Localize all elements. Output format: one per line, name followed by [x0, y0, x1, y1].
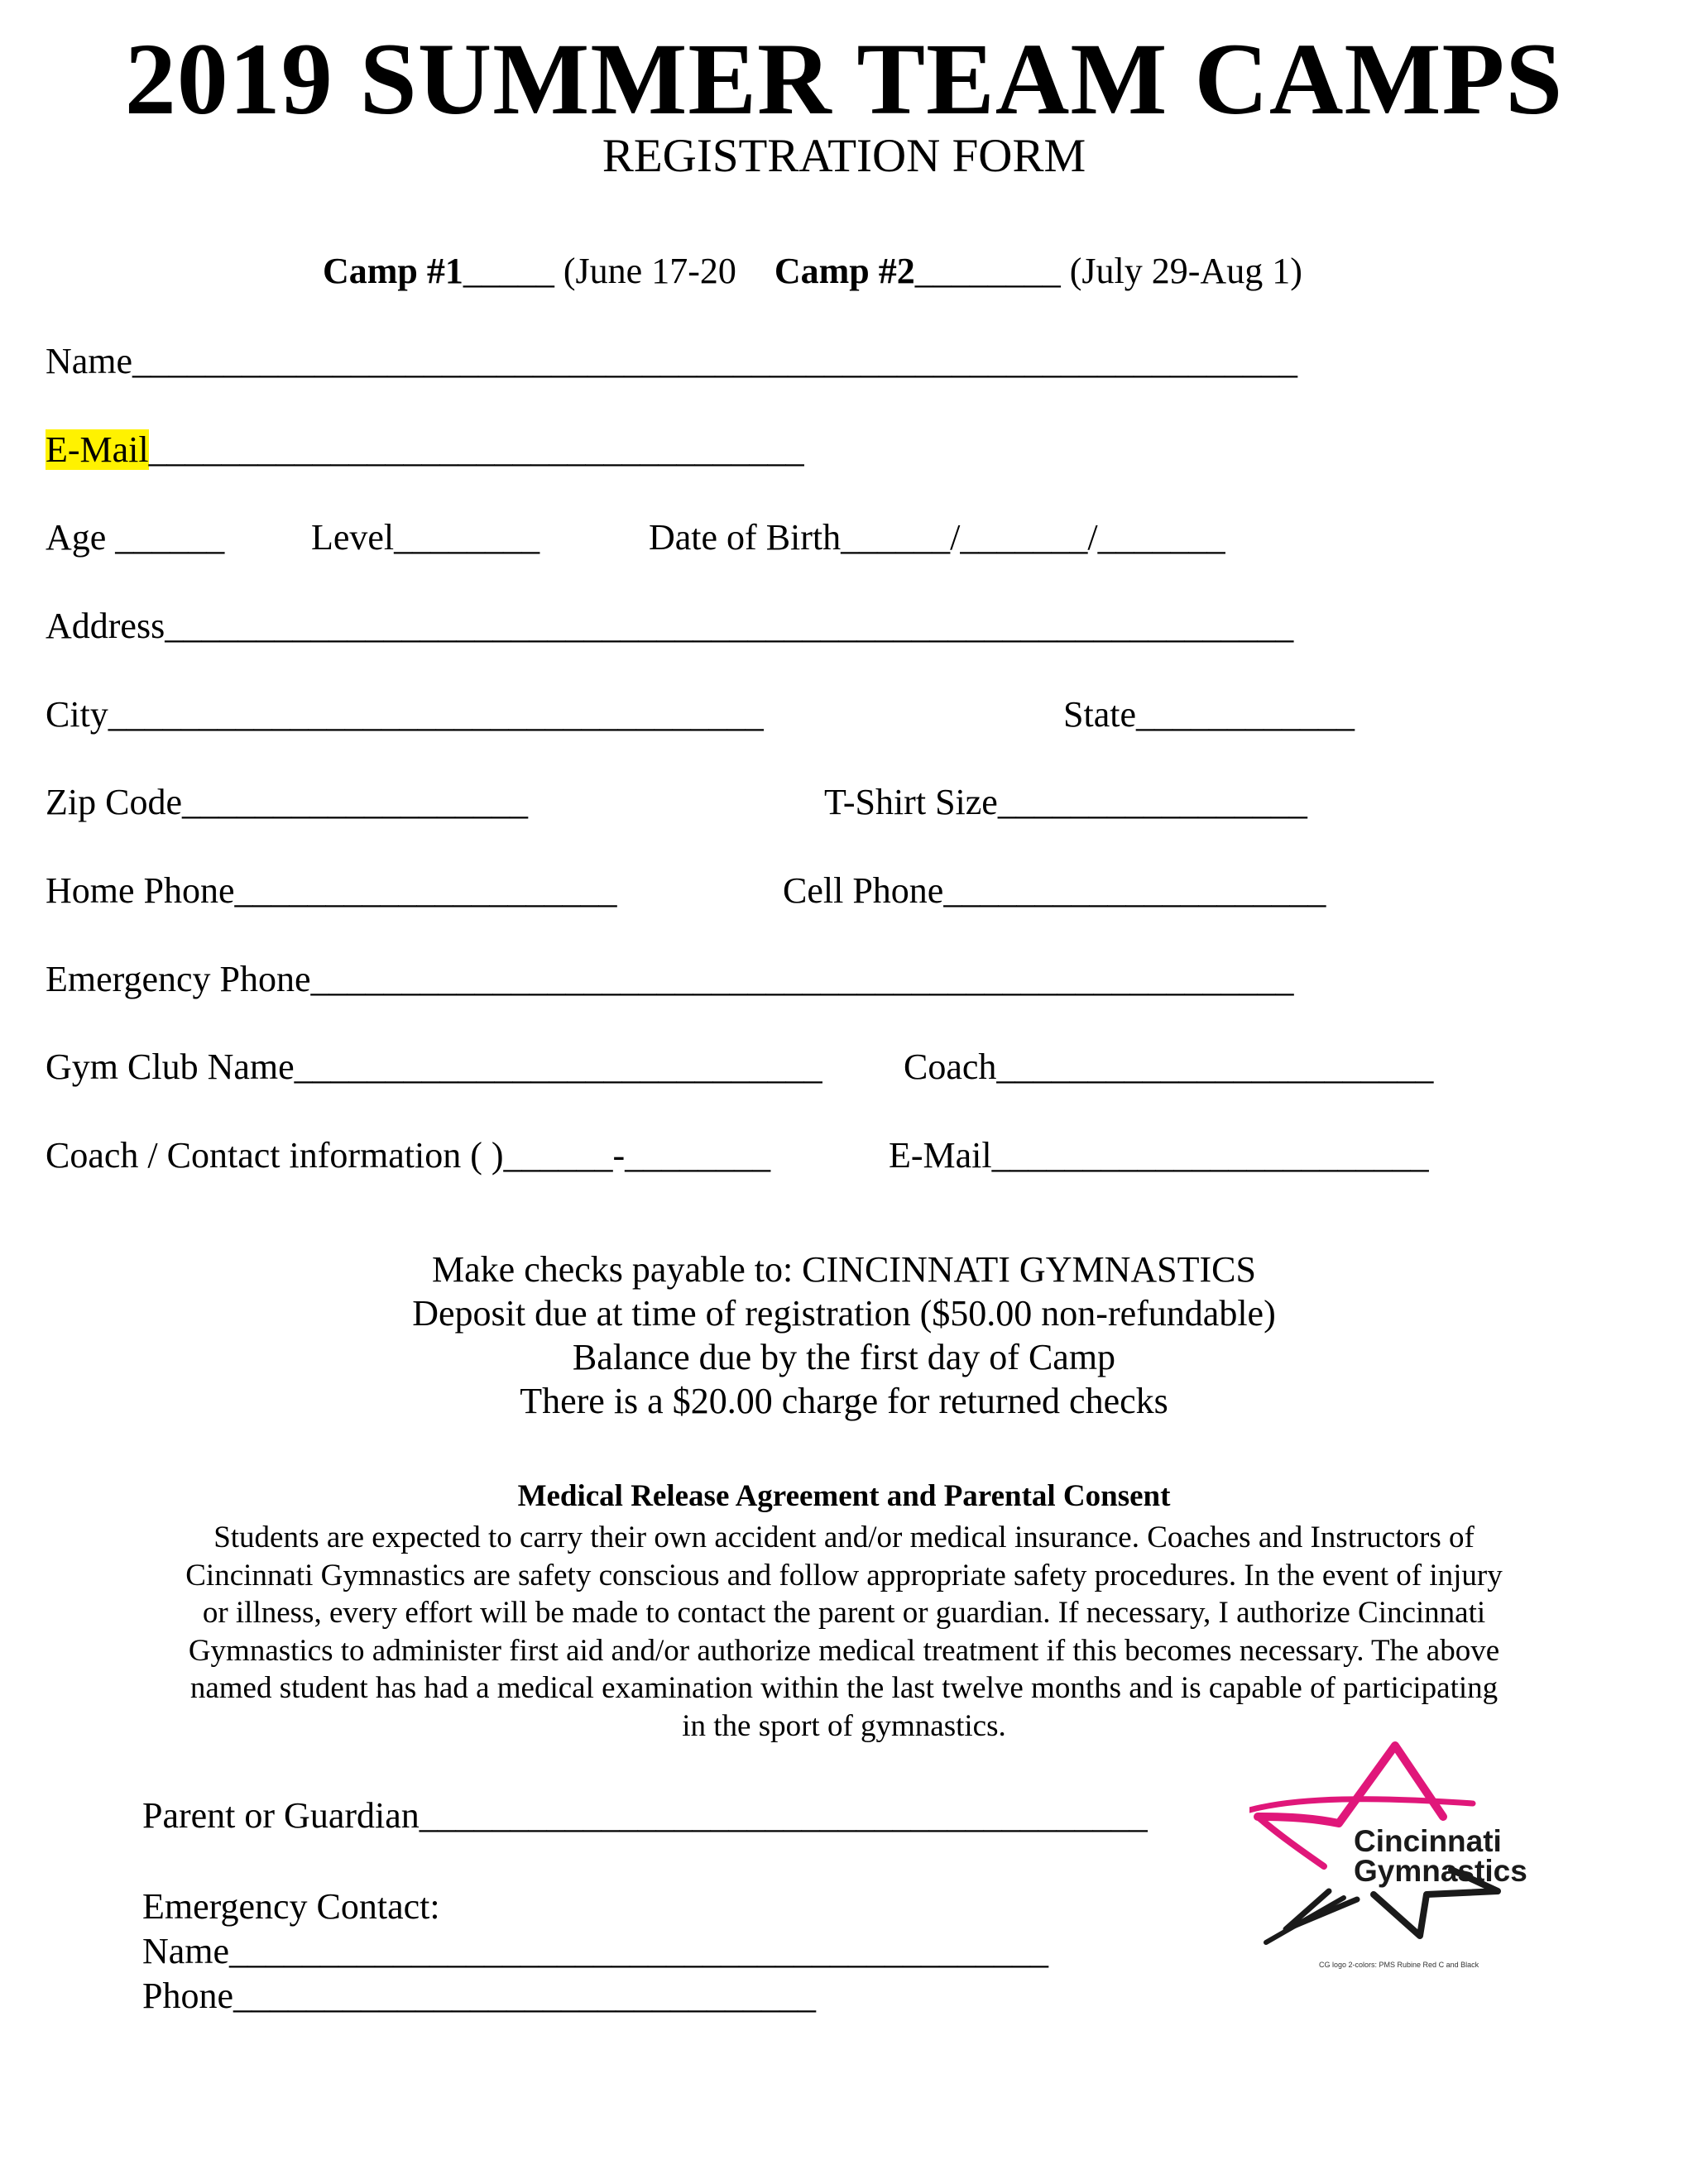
home-phone-field[interactable]: Home Phone_____________________ [46, 870, 617, 911]
age-field[interactable]: Age ______ [46, 517, 225, 558]
email-line[interactable]: ____________________________________ [148, 429, 804, 470]
coach-field[interactable]: Coach________________________ [904, 1046, 1434, 1087]
emergency-contact-heading: Emergency Contact: [142, 1886, 440, 1927]
payment-line: There is a $20.00 charge for returned checks [520, 1381, 1168, 1421]
medical-release-title: Medical Release Agreement and Parental Consent [517, 1479, 1171, 1513]
medical-line: Gymnastics to administer first aid and/or authorize medical treatment if this becomes necessary. The above [188, 1633, 1500, 1668]
medical-release-body [124, 1519, 1564, 1745]
camp1-label: Camp #1 [323, 251, 463, 291]
cincinnati-gymnastics-logo [1249, 1737, 1564, 1985]
email-field[interactable] [46, 429, 804, 470]
page-subtitle: REGISTRATION FORM [602, 130, 1086, 182]
emergency-phone-field[interactable]: Emergency Phone______________________________________________________ [46, 959, 1294, 999]
address-field[interactable]: Address______________________________________________________________ [46, 606, 1294, 646]
date-of-birth-field[interactable]: Date of Birth______/_______/_______ [649, 517, 1225, 558]
payment-line: Make checks payable to: CINCINNATI GYMNASTICS [432, 1249, 1256, 1290]
camp1-dates: (June 17-20 [554, 251, 736, 291]
medical-line: named student has had a medical examination within the last twelve months and is capable of participating [189, 1671, 1499, 1705]
payment-line: Deposit due at time of registration ($50.00 non-refundable) [412, 1293, 1276, 1334]
camp2-label: Camp #2 [774, 251, 915, 291]
star-logo-icon [1249, 1737, 1564, 1985]
level-field[interactable]: Level________ [311, 517, 540, 558]
state-field[interactable]: State____________ [1063, 694, 1355, 735]
email-label-highlighted: E-Mail [46, 429, 149, 470]
payment-instructions [0, 1248, 1688, 1423]
camp2-checkbox-line[interactable]: ________ [914, 251, 1061, 291]
tshirt-size-field[interactable]: T-Shirt Size_________________ [824, 782, 1307, 822]
coach-contact-field[interactable]: Coach / Contact information ( )______-________ [46, 1135, 771, 1176]
medical-line: Cincinnati Gymnastics are safety conscious and follow appropriate safety procedures. In the event of injury [185, 1558, 1503, 1592]
page-title: 2019 SUMMER TEAM CAMPS [124, 22, 1564, 136]
name-field[interactable]: Name________________________________________________________________ [46, 341, 1298, 381]
logo-text-line2: Gymnastics [1354, 1854, 1527, 1888]
emergency-contact-phone-field[interactable]: Phone________________________________ [142, 1976, 816, 2016]
medical-line: in the sport of gymnastics. [682, 1708, 1006, 1743]
parent-guardian-signature-field[interactable]: Parent or Guardian________________________________________ [142, 1795, 1148, 1836]
payment-line: Balance due by the first day of Camp [572, 1337, 1116, 1377]
coach-email-field[interactable]: E-Mail________________________ [889, 1135, 1429, 1176]
camp-selection-row [323, 253, 1302, 290]
zip-code-field[interactable]: Zip Code___________________ [46, 782, 528, 822]
logo-fineprint: CG logo 2-colors: PMS Rubine Red C and Black [1319, 1961, 1479, 1969]
emergency-contact-name-field[interactable]: Name_____________________________________________ [142, 1931, 1049, 1971]
medical-line: or illness, every effort will be made to contact the parent or guardian. If necessary, I authorize Cincinnati [202, 1596, 1486, 1630]
camp1-checkbox-line[interactable]: _____ [463, 251, 554, 291]
cell-phone-field[interactable]: Cell Phone_____________________ [783, 870, 1326, 911]
logo-text-line1: Cincinnati [1354, 1824, 1502, 1858]
medical-line: Students are expected to carry their own accident and/or medical insurance. Coaches and Instructors of [213, 1521, 1475, 1554]
camp2-dates: (July 29-Aug 1) [1060, 251, 1302, 291]
gym-club-name-field[interactable]: Gym Club Name_____________________________ [46, 1046, 822, 1087]
city-field[interactable]: City____________________________________ [46, 694, 764, 735]
